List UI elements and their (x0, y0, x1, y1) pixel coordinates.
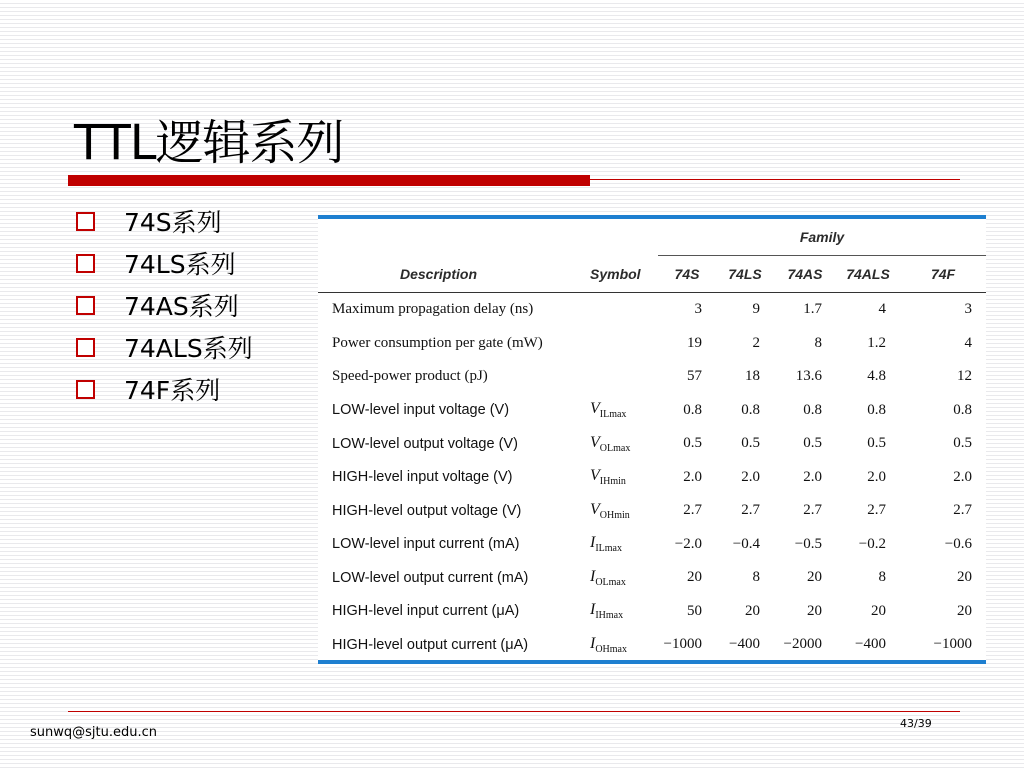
slide-title: TTL逻辑系列 (74, 115, 344, 171)
family-col-header: 74F (900, 256, 986, 293)
row-symbol (586, 494, 658, 528)
row-symbol (586, 595, 658, 629)
row-symbol (586, 427, 658, 461)
table-row (318, 595, 986, 629)
table-cell-value: 3 (694, 301, 702, 318)
table-cell-value: 0.8 (741, 401, 760, 418)
table-cell-value: 2.0 (741, 468, 760, 485)
row-symbol (586, 628, 658, 662)
table-cell-value: −0.6 (944, 535, 972, 552)
table-cell-value: 8 (878, 569, 886, 586)
symbol-subscript: OHmin (599, 509, 630, 521)
table-row (318, 327, 986, 361)
table-row (318, 628, 986, 662)
table-cell-value: 20 (871, 602, 886, 619)
square-bullet-icon (76, 296, 95, 315)
table-row (318, 427, 986, 461)
row-symbol (586, 461, 658, 495)
table-cell-value: −2000 (783, 636, 822, 653)
row-description: LOW-level output current (mA) (332, 569, 529, 586)
table-cell-value: −0.5 (794, 535, 822, 552)
table-cell-value: 9 (752, 301, 760, 318)
symbol-base: V (590, 500, 600, 518)
table-cell-value: 1.7 (803, 301, 822, 318)
square-bullet-icon (76, 254, 95, 273)
table-cell-value: −2.0 (674, 535, 702, 552)
description-header: Description (318, 256, 586, 293)
table-cell-value: 57 (687, 368, 702, 385)
table-cell-value: −0.4 (732, 535, 760, 552)
table-cell-value: −0.2 (858, 535, 886, 552)
symbol-subscript: OHmax (595, 643, 627, 655)
table-cell-value: 0.5 (803, 435, 822, 452)
row-description: Maximum propagation delay (ns) (332, 301, 534, 318)
table-cell-value: 2.0 (803, 468, 822, 485)
symbol-header: Symbol (586, 256, 658, 293)
square-bullet-icon (76, 212, 95, 231)
table-cell-value: 20 (807, 602, 822, 619)
table-cell-value: 0.5 (953, 435, 972, 452)
symbol-subscript: IHmin (599, 476, 626, 488)
table-row (318, 293, 986, 327)
footer-divider (68, 711, 960, 712)
table-row (318, 528, 986, 562)
table-cell-value: 0.8 (803, 401, 822, 418)
bullet-text: 74F系列 (124, 376, 221, 405)
row-description: LOW-level input current (mA) (332, 536, 520, 553)
table-cell-value: 50 (687, 602, 702, 619)
bullet-text: 74S系列 (124, 208, 222, 237)
table-cell-value: 20 (745, 602, 760, 619)
row-symbol (586, 528, 658, 562)
table-cell-value: 18 (745, 368, 760, 385)
table-row (318, 394, 986, 428)
table-cell-value: 8 (752, 569, 760, 586)
row-description: Speed-power product (pJ) (332, 368, 488, 385)
table-cell-value: 2.0 (683, 468, 702, 485)
symbol-subscript: IHmax (595, 610, 624, 622)
symbol-base: I (590, 601, 596, 619)
table-cell-value: 2 (752, 334, 760, 351)
symbol-subscript: OLmax (599, 442, 631, 454)
bullet-item (76, 284, 253, 326)
table-cell-value: 2.7 (953, 502, 972, 519)
bullet-text: 74ALS系列 (124, 334, 253, 363)
row-symbol (586, 561, 658, 595)
row-description: HIGH-level output current (μA) (332, 636, 529, 653)
row-description: LOW-level input voltage (V) (332, 402, 510, 419)
row-description: Power consumption per gate (mW) (332, 334, 543, 351)
table-cell-value: −1000 (663, 636, 702, 653)
table-cell-value: 2.7 (803, 502, 822, 519)
family-header: Family (658, 219, 986, 256)
row-symbol (586, 394, 658, 428)
table-cell-value: 0.5 (867, 435, 886, 452)
table-cell-value: 20 (957, 602, 972, 619)
table-cell-value: 0.5 (741, 435, 760, 452)
table-cell-value: −1000 (933, 636, 972, 653)
bullet-item (76, 200, 253, 242)
table-cell-value: 0.8 (867, 401, 886, 418)
page-number: 43/39 (900, 717, 932, 730)
square-bullet-icon (76, 380, 95, 399)
table-cell-value: 4.8 (867, 368, 886, 385)
family-col-header: 74LS (716, 256, 774, 293)
row-description: HIGH-level input voltage (V) (332, 469, 513, 486)
row-symbol (586, 360, 658, 394)
symbol-base: V (590, 400, 600, 418)
table-cell-value: 20 (687, 569, 702, 586)
family-col-header: 74S (658, 256, 716, 293)
table-cell-value: 20 (957, 569, 972, 586)
symbol-base: I (590, 567, 596, 585)
table-cell-value: 1.2 (867, 334, 886, 351)
table-cell-value: 4 (878, 301, 886, 318)
row-symbol (586, 327, 658, 361)
bullet-text: 74LS系列 (124, 250, 236, 279)
table-cell-value: 4 (964, 334, 972, 351)
table-cell-value: 2.7 (741, 502, 760, 519)
table-cell-value: 19 (687, 334, 702, 351)
table-cell-value: 3 (964, 301, 972, 318)
bullet-list (76, 200, 253, 410)
table-cell-value: 0.8 (953, 401, 972, 418)
row-symbol (586, 293, 658, 327)
bullet-item (76, 242, 253, 284)
title-underline-bar (68, 175, 590, 186)
family-col-header: 74AS (774, 256, 836, 293)
bullet-text: 74AS系列 (124, 292, 239, 321)
table-body (318, 293, 986, 662)
table-cell-value: −400 (855, 636, 886, 653)
table-cell-value: 2.0 (867, 468, 886, 485)
bullet-item (76, 368, 253, 410)
table-row (318, 461, 986, 495)
table-row (318, 494, 986, 528)
symbol-base: V (590, 467, 600, 485)
family-col-header: 74ALS (836, 256, 900, 293)
symbol-base: I (590, 634, 596, 652)
bullet-item (76, 326, 253, 368)
table-cell-value: 0.8 (683, 401, 702, 418)
table-row (318, 561, 986, 595)
footer-email: sunwq@sjtu.edu.cn (30, 725, 157, 740)
table-cell-value: 2.7 (867, 502, 886, 519)
symbol-subscript: ILmax (595, 543, 622, 555)
square-bullet-icon (76, 338, 95, 357)
symbol-base: I (590, 534, 596, 552)
row-description: HIGH-level input current (μA) (332, 603, 520, 620)
table-row (318, 360, 986, 394)
table-cell-value: 0.5 (683, 435, 702, 452)
symbol-subscript: OLmax (595, 576, 626, 588)
ttl-family-table (318, 215, 986, 664)
row-description: HIGH-level output voltage (V) (332, 502, 522, 519)
table-cell-value: 2.0 (953, 468, 972, 485)
table-cell-value: 2.7 (683, 502, 702, 519)
table-cell-value: 13.6 (795, 368, 822, 385)
table-cell-value: 8 (814, 334, 822, 351)
table-cell-value: 20 (807, 569, 822, 586)
table-cell-value: 12 (957, 368, 972, 385)
title-underline-line (590, 179, 960, 180)
symbol-subscript: ILmax (599, 409, 627, 421)
row-description: LOW-level output voltage (V) (332, 435, 518, 452)
symbol-base: V (590, 433, 600, 451)
table-cell-value: −400 (729, 636, 760, 653)
